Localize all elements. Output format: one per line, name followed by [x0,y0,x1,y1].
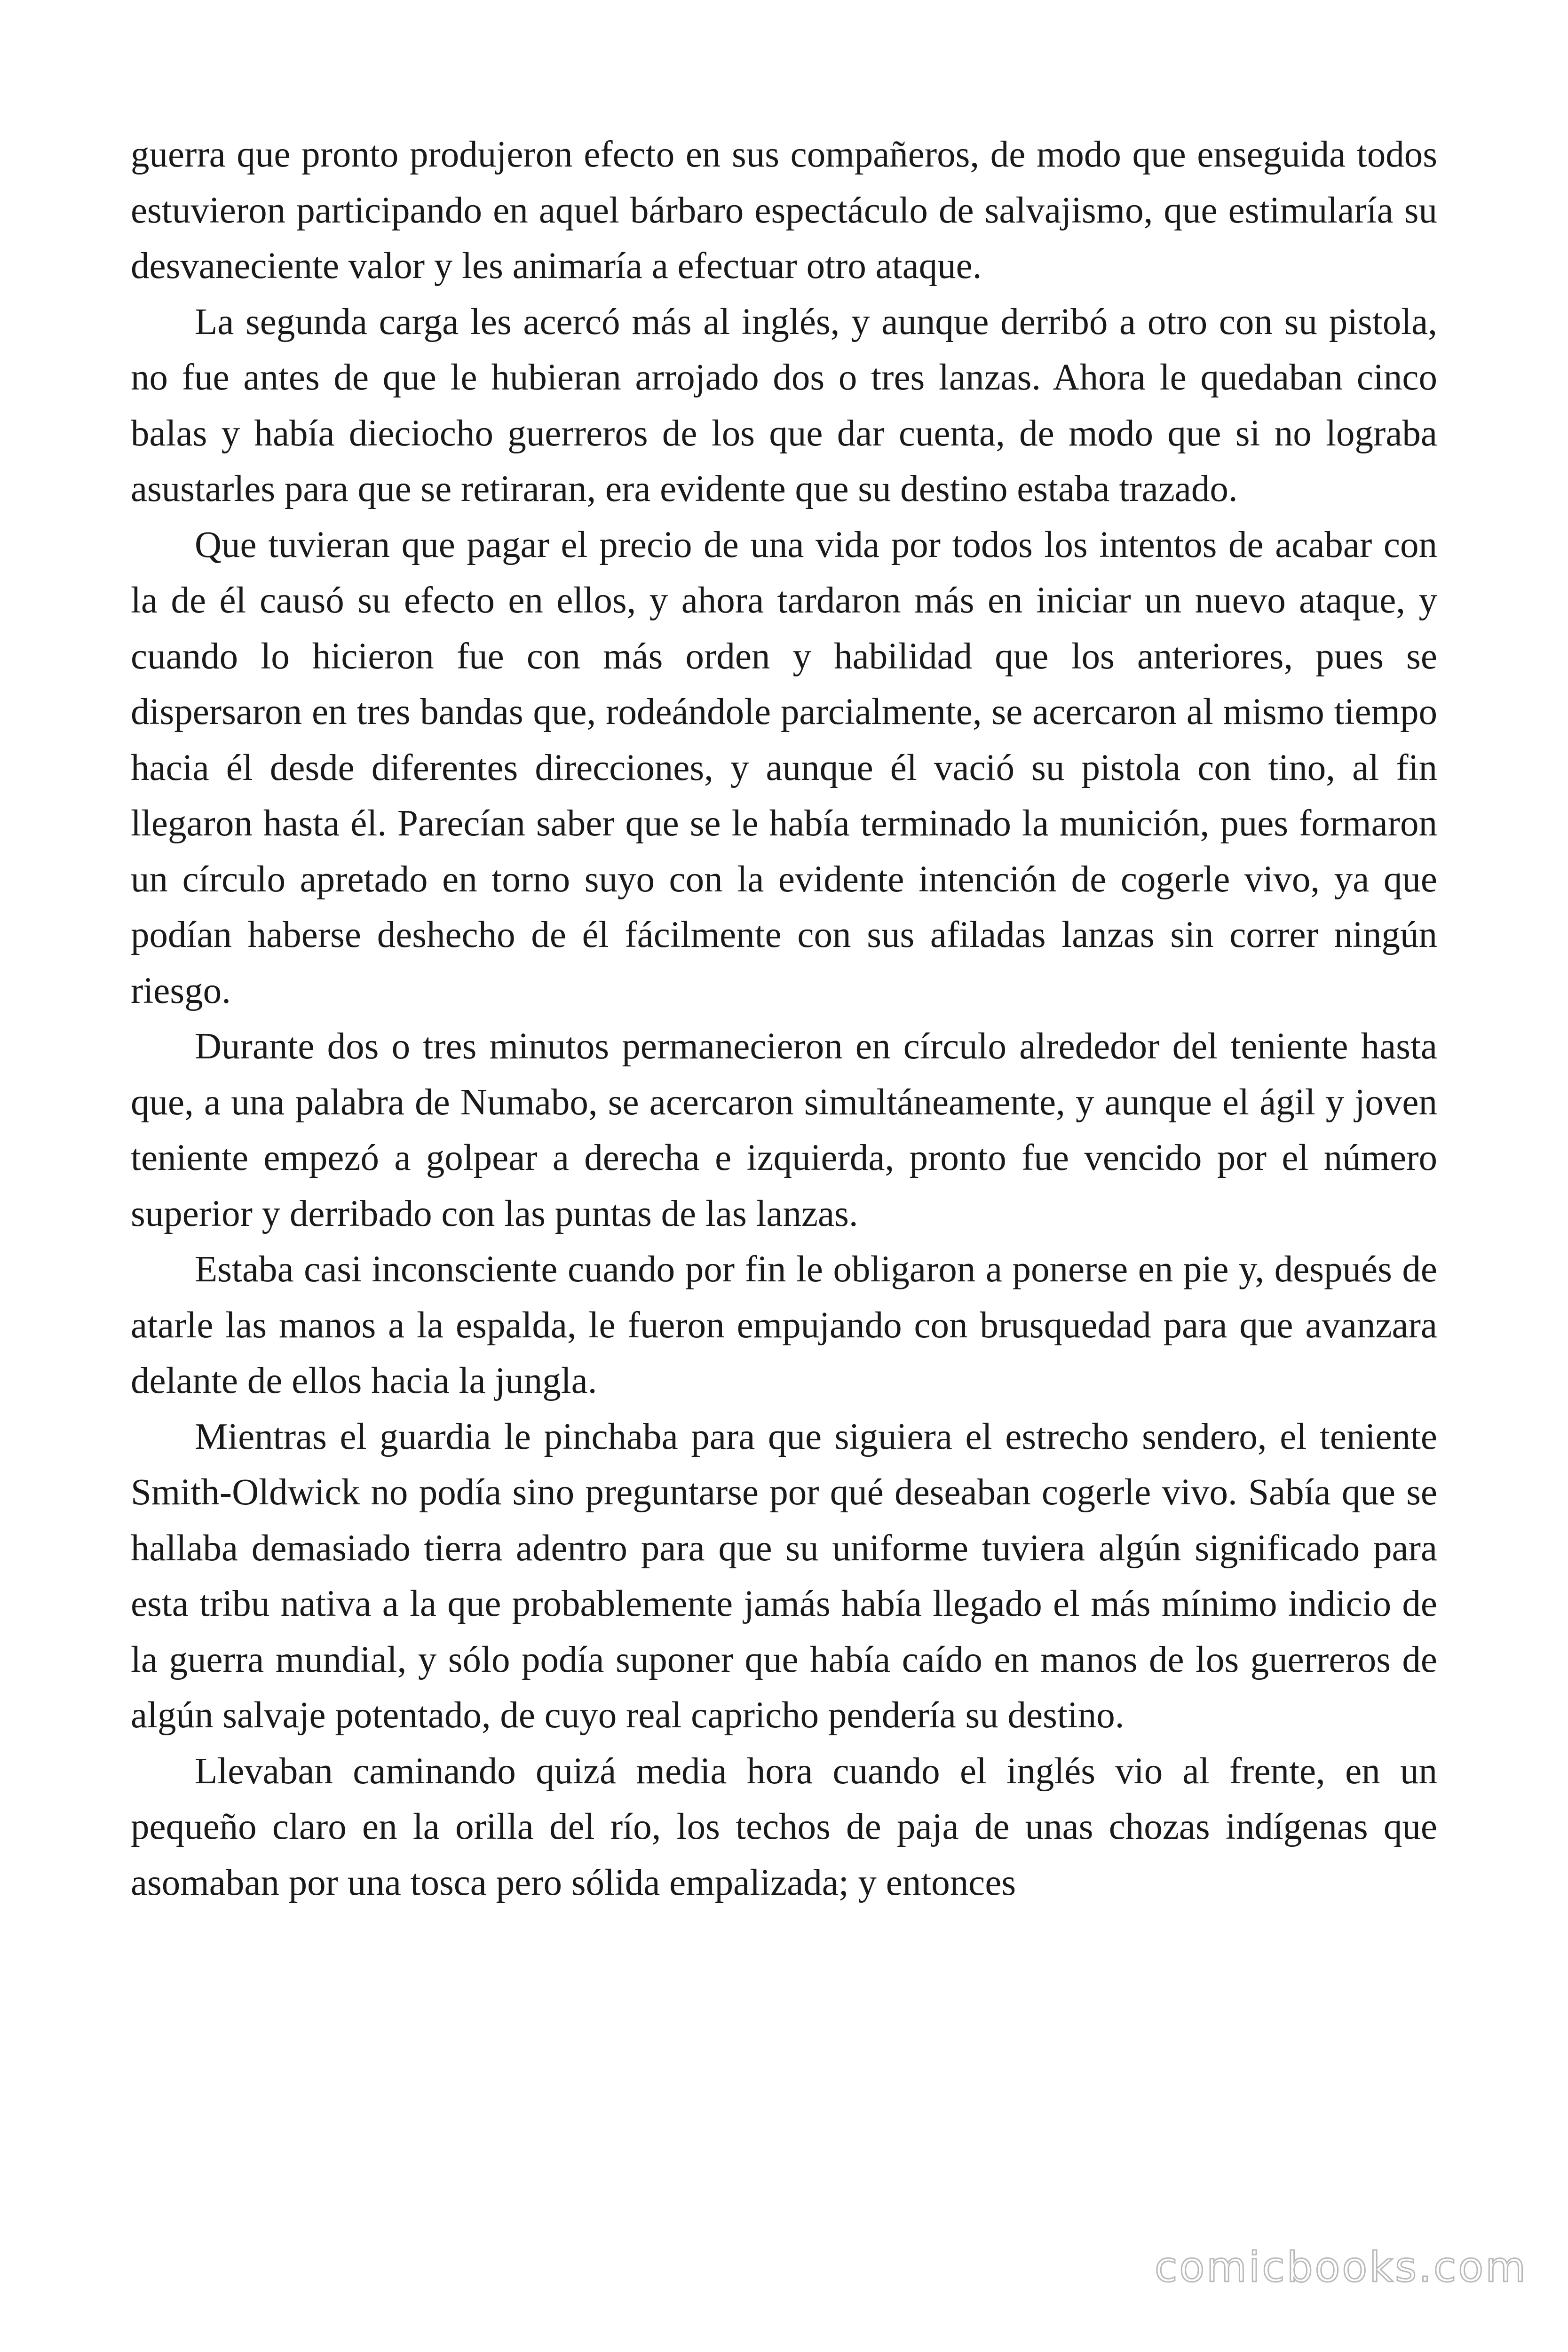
paragraph-6: Mientras el guardia le pinchaba para que siguiera el estrecho sendero, el teniente Smith-Oldwick no podía sino preguntarse por qué deseaban cogerle vivo. Sabía que se hallaba demasiado tierra adentro para que su uniforme tuviera algún significado para esta tribu nativa a la que probablemente jamás había llegado el más mínimo indicio de la guerra mundial, y sólo podía suponer que había caído en manos de los guerreros de algún salvaje potentado, de cuyo real capricho pendería su destino. [131,1416,1437,1736]
paragraph-3: Que tuvieran que pagar el precio de una vida por todos los intentos de acabar con la de él causó su efecto en ellos, y ahora tardaron más en iniciar un nuevo ataque, y cuando lo hicieron fue con más orden y habilidad que los anteriores, pues se dispersaron en tres bandas que, rodeándole parcialmente, se acercaron al mismo tiempo hacia él desde diferentes direcciones, y aunque él vació su pistola con tino, al fin llegaron hasta él. Parecían saber que se le había terminado la munición, pues formaron un círculo apretado en torno suyo con la evidente intención de cogerle vivo, ya que podían haberse deshecho de él fácilmente con sus afiladas lanzas sin correr ningún riesgo. [131,524,1437,1011]
paragraph-5: Estaba casi inconsciente cuando por fin le obligaron a ponerse en pie y, después de atarle las manos a la espalda, le fueron empujando con brusquedad para que avanzara delante de ellos hacia la jungla. [131,1249,1437,1401]
paragraph-4: Durante dos o tres minutos permanecieron en círculo alrededor del teniente hasta que, a una palabra de Numabo, se acercaron simultáneamente, y aunque el ágil y joven teniente empezó a golpear a derecha e izquierda, pronto fue vencido por el número superior y derribado con las puntas de las lanzas. [131,1026,1437,1234]
paragraph-7: Llevaban caminando quizá media hora cuando el inglés vio al frente, en un pequeño claro en la orilla del río, los techos de paja de unas chozas indígenas que asomaban por una tosca pero sólida empalizada; y entonces [131,1750,1437,1903]
paragraph-2: La segunda carga les acercó más al inglés, y aunque derribó a otro con su pistola, no fue antes de que le hubieran arrojado dos o tres lanzas. Ahora le quedaban cinco balas y había dieciocho guerreros de los que dar cuenta, de modo que si no lograba asustarles para que se retiraran, era evidente que su destino estaba trazado. [131,301,1437,509]
site-watermark: comicbooks.com [1154,2243,1528,2291]
body-text [131,127,1437,1911]
paragraph-1: guerra que pronto produjeron efecto en sus compañeros, de modo que enseguida todos estuvieron participando en aquel bárbaro espectáculo de salvajismo, que estimularía su desvaneciente valor y les animaría a efectuar otro ataque. [131,134,1437,286]
